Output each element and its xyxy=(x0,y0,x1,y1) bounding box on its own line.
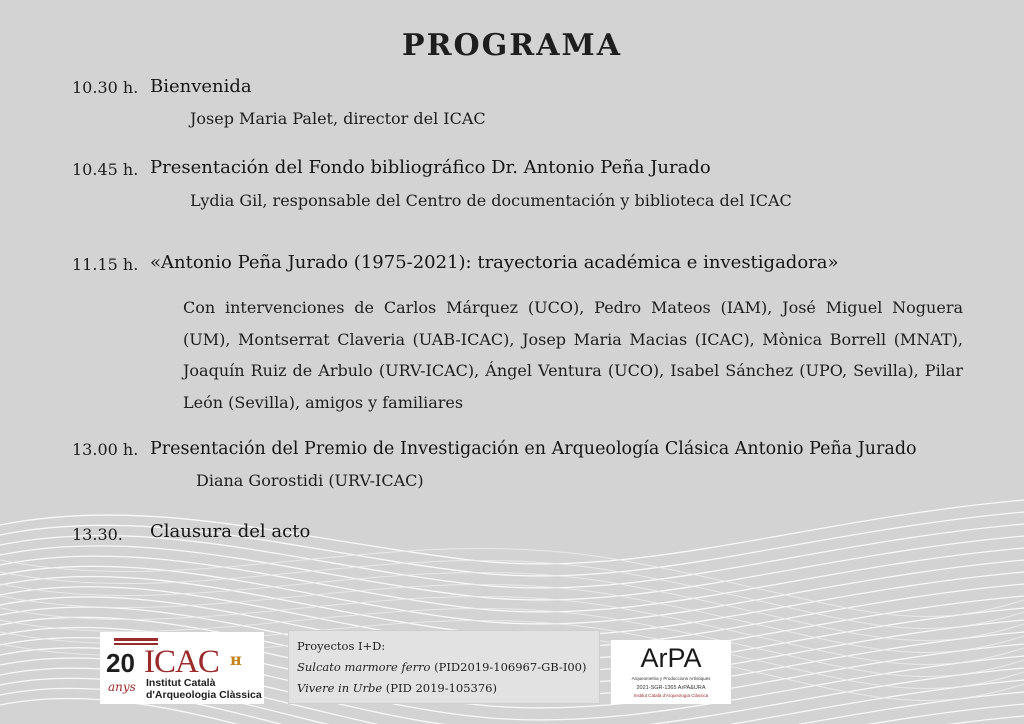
icac-name-line1: Institut Català xyxy=(146,677,216,689)
item-heading: Clausura del acto xyxy=(150,521,311,542)
time-label: 10.45 h. xyxy=(72,160,139,179)
icac-number: 20 xyxy=(106,648,135,678)
icac-logo xyxy=(100,632,264,704)
project-line xyxy=(297,657,591,678)
item-heading: Bienvenida xyxy=(150,76,252,97)
project-code: (PID2019-106967-GB-I00) xyxy=(430,660,587,674)
arpa-institution: Institut Català d'Arqueologia Clàssica xyxy=(633,693,709,698)
icac-acronym: ICAC xyxy=(144,644,219,680)
item-detail: Josep Maria Palet, director del ICAC xyxy=(190,109,486,128)
arpa-logo xyxy=(611,640,731,704)
time-label: 11.15 h. xyxy=(72,255,139,274)
time-label: 10.30 h. xyxy=(72,78,139,97)
item-heading: «Antonio Peña Jurado (1975-2021): trayectoria académica e investigadora» xyxy=(150,252,839,273)
item-detail: Con intervenciones de Carlos Márquez (UCO), Pedro Mateos (IAM), José Miguel Noguera (UM), Montserrat Claveria (UAB-ICAC), Josep Maria Macias (ICAC), Mònica Borrell (MNAT), Joaquín Ruiz de Arbulo (URV-ICAC), Ángel Ventura (UCO), Isabel Sánchez (UPO, Sevilla), Pilar León (Sevilla), amigos y familiares xyxy=(183,298,963,412)
project-code: (PID 2019-105376) xyxy=(382,681,497,695)
icac-anys: anys xyxy=(108,680,136,694)
arpa-subtitle: Arqueometria y Produccions Artístiques xyxy=(631,676,711,681)
icac-name-line2: d'Arqueologia Clàssica xyxy=(146,689,262,701)
item-detail: Diana Gorostidi (URV-ICAC) xyxy=(196,471,424,490)
projects-box xyxy=(288,630,600,704)
project-line xyxy=(297,678,591,699)
project-title: Sulcato marmore ferro xyxy=(297,660,431,674)
item-detail: Lydia Gil, responsable del Centro de documentación y biblioteca del ICAC xyxy=(190,191,792,210)
project-title: Vivere in Urbe xyxy=(297,681,383,695)
page-title: PROGRAMA xyxy=(402,28,622,63)
arpa-code: 2021-SGR-1365 ArPA&URA xyxy=(636,685,706,691)
arpa-name: ArPA xyxy=(640,643,702,673)
time-label: 13.30. xyxy=(72,525,123,544)
item-heading: Presentación del Fondo bibliográfico Dr. Antonio Peña Jurado xyxy=(150,157,711,178)
icac-accent-icon: ʜ xyxy=(230,650,242,669)
item-heading: Presentación del Premio de Investigación en Arqueología Clásica Antonio Peña Jurado xyxy=(150,439,917,459)
projects-label: Proyectos I+D: xyxy=(297,639,386,653)
time-label: 13.00 h. xyxy=(72,440,139,459)
